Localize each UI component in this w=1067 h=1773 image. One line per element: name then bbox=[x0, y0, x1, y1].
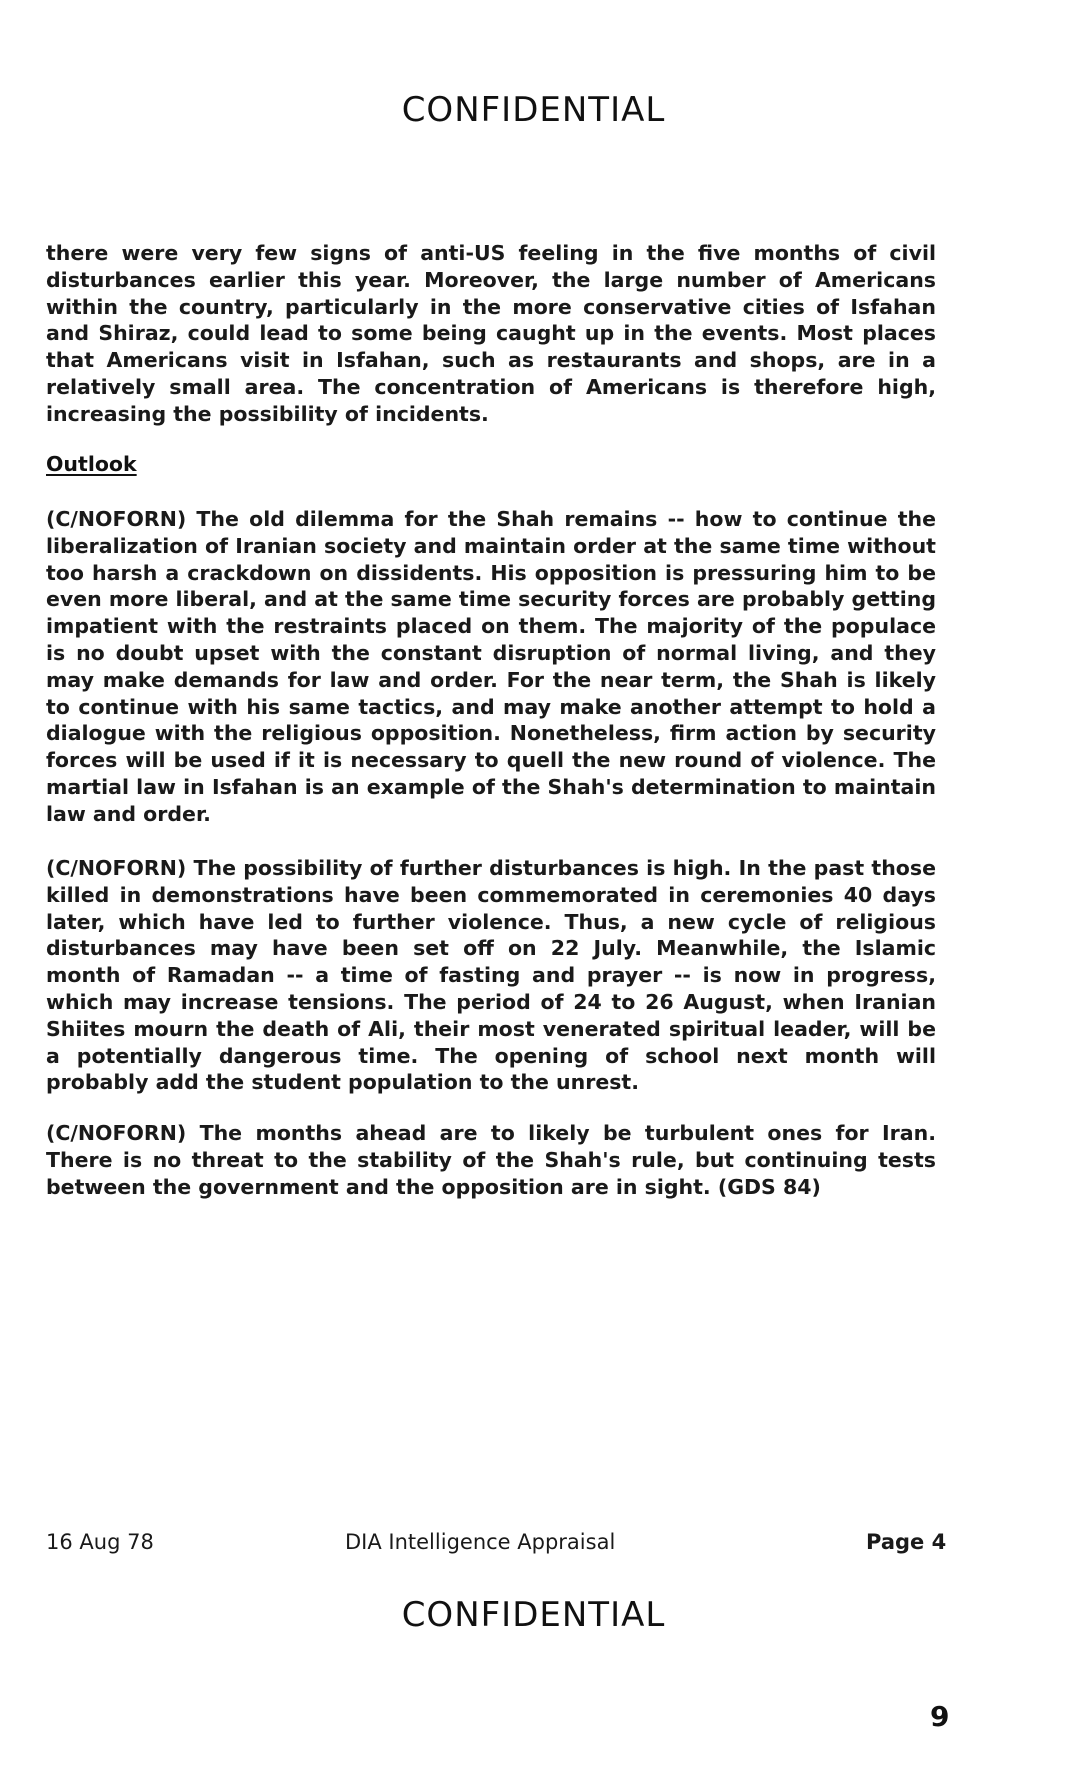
classification-footer: CONFIDENTIAL bbox=[401, 1595, 666, 1635]
footer-title: DIA Intelligence Appraisal bbox=[345, 1530, 616, 1554]
footer-date: 16 Aug 78 bbox=[46, 1530, 154, 1554]
body-paragraph: (C/NOFORN) The possibility of further disturbances is high. In the past those killed in demonstrations have been commemorated in ceremonies 40 days later, which have led to further violence. Thus, a new cycle of religious disturbances may have been set off on 22 July. Meanwhile, the Islamic month of Ramadan -- a time of fasting and prayer -- is now in progress, which may increase tensions. The period of 24 to 26 August, when Iranian Shiites mourn the death of Ali, their most venerated spiritual leader, will be a potentially dangerous time. The opening of school next month will probably add the student population to the unrest. bbox=[46, 856, 936, 1095]
body-paragraph: (C/NOFORN) The months ahead are to likely be turbulent ones for Iran. There is no threat to the stability of the Shah's rule, but continuing tests between the government and the opposition are in sight. (GDS 84) bbox=[46, 1121, 936, 1199]
body-paragraph: there were very few signs of anti-US feeling in the five months of civil disturbances earlier this year. Moreover, the large number of Americans within the country, particularly in the more conservative cities of Isfahan and Shiraz, could lead to some being caught up in the events. Most places that Americans visit in Isfahan, such as restaurants and shops, are in a relatively small area. The concentration of Americans is therefore high, increasing the possibility of incidents. bbox=[46, 241, 936, 426]
classification-header: CONFIDENTIAL bbox=[401, 90, 666, 130]
body-paragraph: (C/NOFORN) The old dilemma for the Shah remains -- how to continue the liberalization of Iranian society and maintain order at the same time without too harsh a crackdown on dissidents. His opposition is pressuring him to be even more liberal, and at the same time security forces are probably getting impatient with the restraints placed on them. The majority of the populace is no doubt upset with the constant disruption of normal living, and they may make demands for law and order. For the near term, the Shah is likely to continue with his same tactics, and may make another attempt to hold a dialogue with the religious opposition. Nonetheless, firm action by security forces will be used if it is necessary to quell the new round of violence. The martial law in Isfahan is an example of the Shah's determination to maintain law and order. bbox=[46, 507, 936, 826]
page-number: 9 bbox=[930, 1700, 950, 1733]
footer-page-label: Page 4 bbox=[866, 1530, 947, 1554]
section-heading-outlook: Outlook bbox=[46, 452, 137, 476]
